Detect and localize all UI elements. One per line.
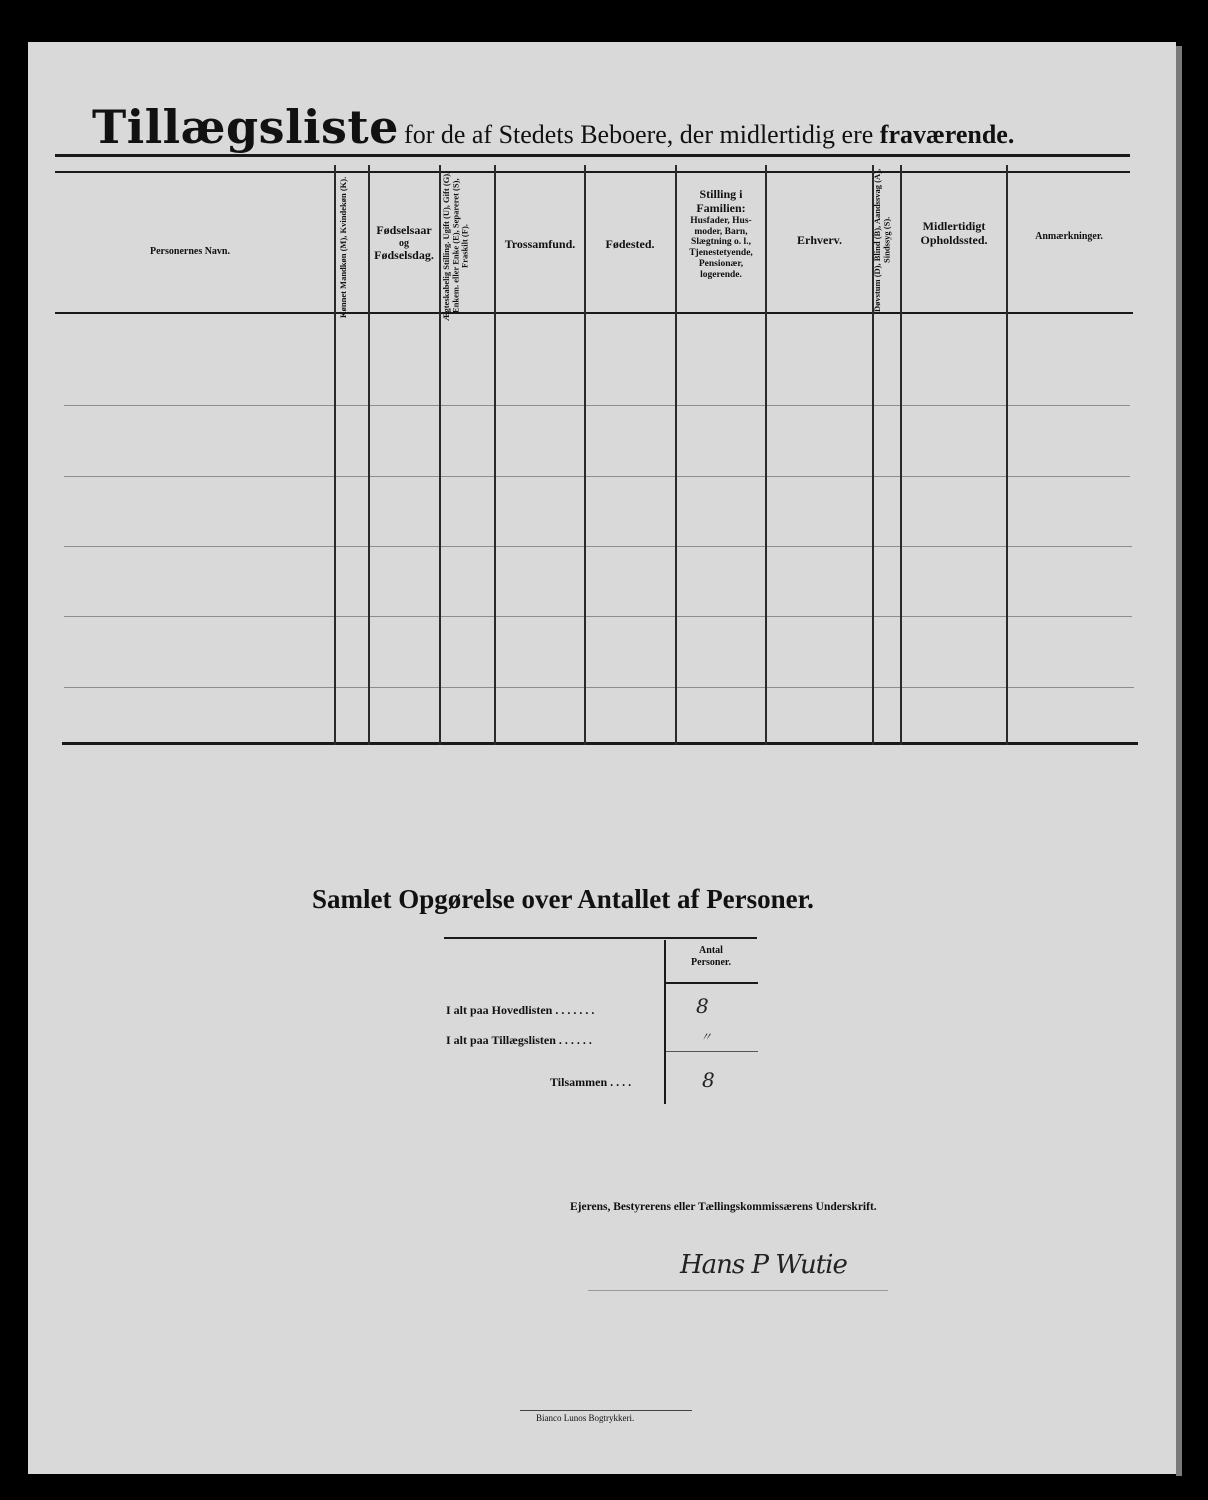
table-row: [64, 616, 1132, 617]
column-divider: [1006, 165, 1008, 745]
signature: Hans P Wutie: [680, 1250, 847, 1280]
column-header-marital: Ægteskabelig Stilling. Ugift (U), Gift (G), Enkem. eller Enke (E), Separeret (S), Fraskilt (F).: [441, 171, 470, 321]
summary-row-supplement-value: 〃: [700, 1030, 713, 1044]
printer-rule: [520, 1410, 692, 1411]
table-row: [64, 546, 1132, 547]
family-line-6: Tjenestetyende,: [689, 248, 753, 259]
temp-line-1: Midlertidigt: [922, 219, 986, 233]
column-header-occupation: Erhverv.: [797, 233, 842, 247]
column-header-disability: Døvstum (D), Blind (B), Aandssvag (A), Sindssyg (S).: [872, 168, 892, 312]
summary-row-main-value: 8: [696, 994, 709, 1018]
col-header-line-2: Personer.: [691, 956, 731, 968]
summary-col-header: [668, 945, 754, 968]
column-header-family-position: [676, 188, 766, 281]
column-divider: [494, 165, 496, 745]
summary-vertical-rule: [664, 940, 666, 1104]
column-header-name: Personernes Navn.: [150, 246, 230, 257]
column-header-temp-residence: [902, 220, 1006, 248]
column-divider: [584, 165, 586, 745]
summary-row-main-label: I alt paa Hovedlisten . . . . . . .: [446, 1003, 595, 1017]
family-line-8: logerende.: [700, 270, 742, 281]
summary-row-total-value: 8: [702, 1068, 715, 1092]
summary-title: Samlet Opgørelse over Antallet af Personer.: [312, 884, 814, 914]
summary-row-total-label: Tilsammen . . . .: [550, 1075, 632, 1089]
column-header-birth: [370, 224, 438, 263]
birth-line-2: og: [399, 237, 409, 249]
birth-line-3: Fødselsdag.: [374, 248, 434, 263]
family-line-4: moder, Barn,: [694, 226, 748, 237]
column-header-remarks: Anmærkninger.: [1035, 231, 1103, 242]
col-header-line-1: Antal: [699, 945, 723, 956]
title-rest: for de af Stedets Beboere, der midlertidig ere: [404, 120, 880, 149]
signature-label: Ejerens, Bestyrerens eller Tællingskommissærens Underskrift.: [570, 1201, 877, 1213]
table-row: [64, 405, 1130, 406]
summary-sum-rule: [666, 1051, 758, 1052]
family-line-3: Husfader, Hus-: [690, 215, 752, 226]
summary-row-supplement-label: I alt paa Tillægslisten . . . . . .: [446, 1033, 592, 1047]
printer-imprint: Bianco Lunos Bogtrykkeri.: [536, 1413, 635, 1423]
family-line-1: Stilling i: [699, 187, 743, 201]
birth-line-1: Fødselsaar: [376, 223, 432, 237]
family-line-2: Familien:: [696, 200, 746, 215]
temp-line-2: Opholdssted.: [920, 232, 988, 247]
title-rest-bold: fraværende.: [879, 120, 1015, 149]
title-main: Tillægsliste: [92, 100, 399, 154]
column-header-birthplace: Fødested.: [605, 237, 655, 251]
table-row: [64, 687, 1134, 688]
sheet-edge: [1176, 46, 1182, 1476]
table-top-rule: [55, 154, 1130, 157]
table-bottom-rule: [62, 742, 1138, 745]
column-header-sex: Kønnet Mandkøn (M), Kvindekøn (K).: [338, 176, 348, 318]
signature-line: [588, 1290, 888, 1291]
family-line-7: Pensionær,: [698, 259, 744, 270]
summary-header-rule: [666, 982, 758, 984]
table-header-rule: [55, 312, 1133, 314]
family-line-5: Slægtning o. l.,: [691, 237, 751, 248]
table-top-rule-thin: [55, 171, 1130, 173]
column-header-religion: Trossamfund.: [504, 237, 576, 251]
form-title: [92, 100, 1092, 154]
table-row: [64, 476, 1130, 477]
column-divider: [334, 165, 336, 745]
summary-top-rule: [444, 937, 757, 939]
